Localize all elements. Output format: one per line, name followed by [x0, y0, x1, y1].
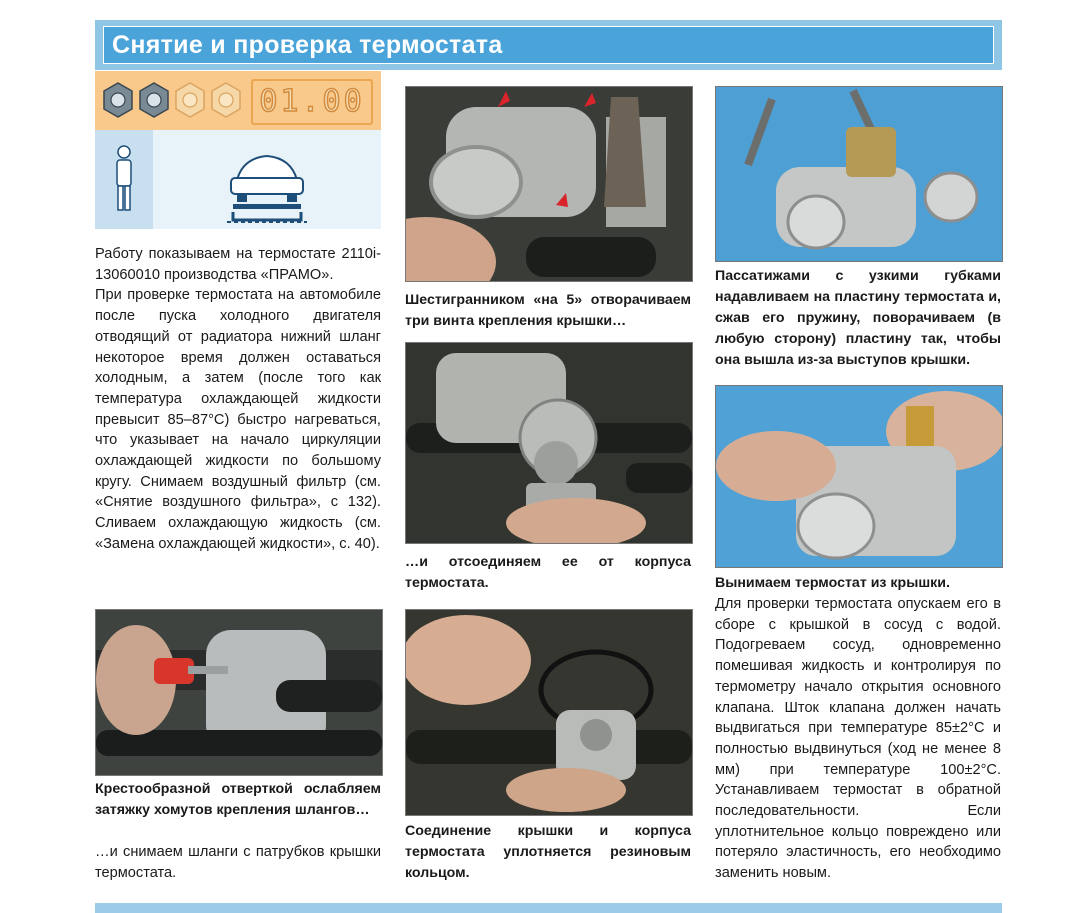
caption-step-3: …и отсоединяем ее от корпуса термостата.	[405, 554, 691, 591]
caption-step-1: Крестообразной отверткой ослабляем затяжку хомутов крепления шлангов…	[95, 781, 381, 818]
intro-paragraph-2: При проверке термостата на автомобиле после пуска холодного двигателя отводящий от радиатора нижний шланг некоторое время должен оставаться холодным, а затем (после того как температура охлаждающей жидкости превысит 85–87°С) быстро нагреваться, что указывает на начало циркуляции охлаждающей жидкости по большому кругу. Снимаем воздушный фильтр (см. «Снятие воздушного фильтра», с 132). Сливаем охлаждающую жидкость (см. «Замена охлаждающей жидкости», с. 40).	[95, 287, 381, 552]
header-inner	[103, 26, 994, 64]
nut-icon	[210, 81, 242, 119]
footer-bar	[95, 903, 1002, 913]
page-title: Снятие и проверка термостата	[112, 31, 503, 59]
photo-detach-cover	[405, 342, 693, 544]
photo-screwdriver	[95, 609, 383, 776]
intro-text	[95, 244, 381, 555]
person-icon	[95, 130, 153, 229]
time-value: 01.00	[259, 84, 365, 119]
caption-step-5: Пассатижами с узкими губками надавливаем на пластину термостата и, сжав его пружину, поворачиваем (в любую сторону) пластину так, чтобы она вышла из-за выступов крышки.	[715, 268, 1001, 368]
header-bar	[95, 20, 1002, 70]
car-lift-icon	[153, 130, 381, 229]
nut-icon	[174, 81, 206, 119]
intro-paragraph-1: Работу показываем на термостате 2110i-13060010 производства «ПРАМО».	[95, 246, 381, 283]
caption-step-2: Шестигранником «на 5» отворачиваем три винта крепления крышки…	[405, 292, 691, 329]
photo-pliers	[715, 86, 1003, 262]
time-display	[251, 79, 373, 125]
caption-step-4: Соединение крышки и корпуса термостата уплотняется резиновым кольцом.	[405, 823, 691, 881]
difficulty-panel	[95, 71, 381, 130]
nut-icon	[138, 81, 170, 119]
photo-remove-thermostat	[715, 385, 1003, 568]
text-step-6: Для проверки термостата опускаем его в сборе с крышкой в сосуд с водой. Подогреваем сосуд, одновременно помешивая жидкость и контролируя по термометру начало открытия основного клапана. Шток клапана должен начать выдвигаться при температуре 85±2°С и полностью выдвинуться (ход не менее 8 мм) при температуре 100±2°С. Устанавливаем термостат в обратной последовательности. Если уплотнительное кольцо повреждено или потеряло эластичность, его необходимо заменить новым.	[715, 596, 1001, 882]
photo-rubber-ring	[405, 609, 693, 816]
lift-panel	[153, 130, 381, 229]
caption-step-6: Вынимаем термостат из крышки.	[715, 575, 950, 591]
people-panel	[95, 130, 153, 229]
text-step-1: …и снимаем шланги с патрубков крышки термостата.	[95, 844, 381, 881]
photo-hex-key	[405, 86, 693, 282]
nut-icon	[102, 81, 134, 119]
